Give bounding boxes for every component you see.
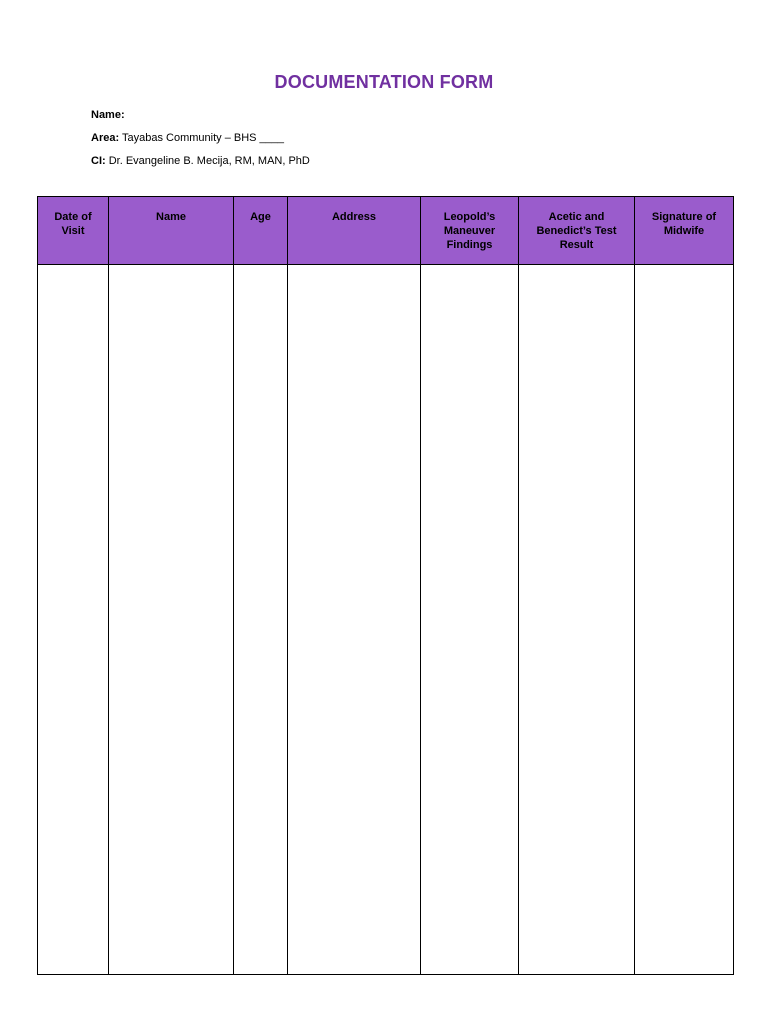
column-header-age: Age [234, 197, 288, 265]
ci-field-value: Dr. Evangeline B. Mecija, RM, MAN, PhD [108, 155, 310, 167]
table-row [38, 265, 734, 975]
cell-name[interactable] [109, 265, 234, 975]
cell-signature[interactable] [635, 265, 734, 975]
column-header-address: Address [288, 197, 421, 265]
cell-date-of-visit[interactable] [38, 265, 109, 975]
area-field [91, 127, 310, 150]
column-header-date-of-visit: Date of Visit [38, 197, 109, 265]
cell-leopolds-findings[interactable] [421, 265, 519, 975]
cell-age[interactable] [234, 265, 288, 975]
cell-test-result[interactable] [519, 265, 635, 975]
ci-field [91, 150, 310, 173]
table-header-row [38, 197, 734, 265]
column-header-acetic-benedicts-test-result: Acetic and Benedict’s Test Result [519, 197, 635, 265]
column-header-name: Name [109, 197, 234, 265]
name-field [91, 104, 310, 127]
form-info-block [91, 104, 310, 173]
page-title: DOCUMENTATION FORM [274, 72, 494, 92]
area-field-value: Tayabas Community – BHS ____ [121, 132, 285, 144]
name-field-label: Name: [91, 109, 125, 121]
documentation-table [37, 196, 734, 975]
column-header-signature-of-midwife: Signature of Midwife [635, 197, 734, 265]
column-header-leopolds-maneuver-findings: Leopold’s Maneuver Findings [421, 197, 519, 265]
ci-field-label: CI: [91, 155, 106, 167]
cell-address[interactable] [288, 265, 421, 975]
area-field-label: Area: [91, 132, 120, 144]
